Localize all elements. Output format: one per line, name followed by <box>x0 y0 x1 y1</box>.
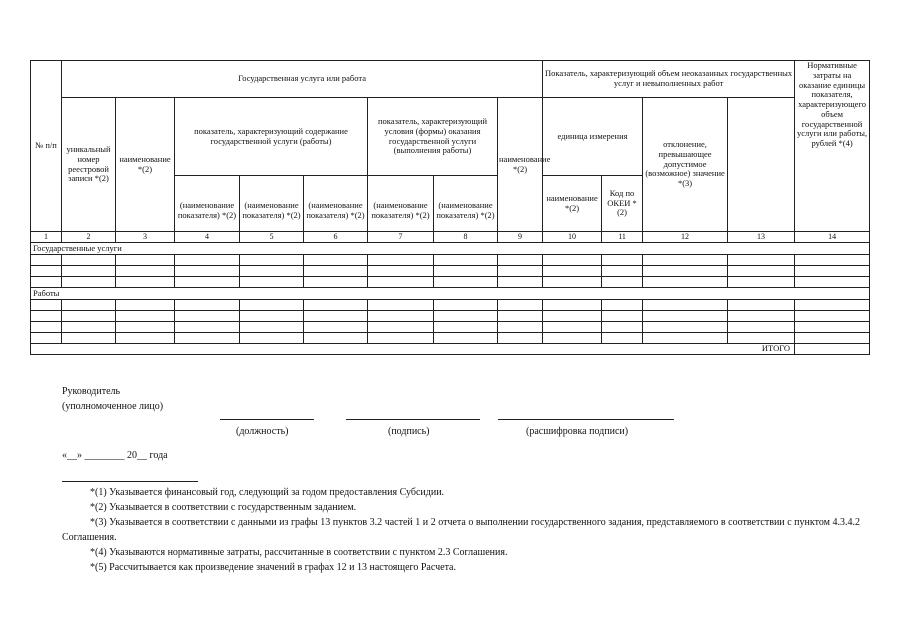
section-services-label: Государственные услуги <box>31 243 870 255</box>
footnote: *(1) Указывается финансовый год, следующий за годом предоставления Субсидии. <box>90 487 445 498</box>
header-service-or-work: Государственная услуга или работа <box>62 61 543 98</box>
table-row <box>31 322 870 333</box>
section-works-label: Работы <box>31 288 870 300</box>
header-normative-costs: Нормативные затраты на оказание единицы показателя, характеризующего объем государственной услуги или работы, рублей *(4) <box>795 61 870 232</box>
footnote-separator <box>62 481 198 482</box>
table-row <box>31 300 870 311</box>
col-number: 9 <box>498 232 543 243</box>
header-indicator-name-6: (наименование показателя) *(2) <box>304 176 368 232</box>
header-content-indicator: показатель, характеризующий содержание государственной услуги (работы) <box>175 98 368 176</box>
col-number: 11 <box>602 232 643 243</box>
header-deviation: отклонение, превышающее допустимое (возможное) значение *(3) <box>643 98 728 232</box>
header-okei-code: Код по ОКЕИ *(2) <box>602 176 643 232</box>
header-indicator-name-7: (наименование показателя) *(2) <box>368 176 434 232</box>
header-registry-number: уникальный номер реестровой записи *(2) <box>62 98 116 232</box>
col-number: 13 <box>728 232 795 243</box>
table-row <box>31 266 870 277</box>
col-number: 1 <box>31 232 62 243</box>
header-indicator-name-8: (наименование показателя) *(2) <box>434 176 498 232</box>
footnote: *(3) Указывается в соответствии с данными из графы 13 пунктов 3.2 частей 1 и 2 отчета о выполнении государственного задания, представляемого в соответствии с пунктом 4.3.4.2 Соглашения. <box>62 517 860 543</box>
col-number: 10 <box>543 232 602 243</box>
header-unit-of-measure: единица измерения <box>543 98 643 176</box>
signature-line <box>346 419 480 420</box>
table-row <box>31 255 870 266</box>
col-number: 8 <box>434 232 498 243</box>
col-number: 3 <box>116 232 175 243</box>
col-number: 14 <box>795 232 870 243</box>
table-row <box>31 333 870 344</box>
date-field: «__» ________ 20__ года <box>62 450 168 461</box>
header-indicator-name-4: (наименование показателя) *(2) <box>175 176 240 232</box>
col-number: 6 <box>304 232 368 243</box>
col-number: 2 <box>62 232 116 243</box>
column-number-row <box>31 232 870 243</box>
header-conditions-indicator: показатель, характеризующий условия (формы) оказания государственной услуги (выполнения работы) <box>368 98 498 176</box>
header-unit-name: наименование *(2) <box>543 176 602 232</box>
col-number: 5 <box>240 232 304 243</box>
footnote: *(2) Указывается в соответствии с государственным заданием. <box>90 502 357 513</box>
signature-caption: (подпись) <box>388 426 430 437</box>
header-unfulfilled-volume: Показатель, характеризующий объем неоказанных государственных услуг и невыполненных работ <box>543 61 795 98</box>
authorized-person-label: (уполномоченное лицо) <box>62 401 164 412</box>
footnotes <box>62 485 860 575</box>
total-value <box>795 344 870 355</box>
col-number: 7 <box>368 232 434 243</box>
table-row <box>31 277 870 288</box>
col-number: 4 <box>175 232 240 243</box>
decoding-caption: (расшифровка подписи) <box>526 426 629 437</box>
footnote: *(4) Указываются нормативные затраты, рассчитанные в соответствии с пунктом 2.3 Соглашения. <box>90 547 508 558</box>
header-indicator-name-5: (наименование показателя) *(2) <box>240 176 304 232</box>
total-row <box>31 344 870 355</box>
header-name: наименование *(2) <box>116 98 175 232</box>
col-number: 12 <box>643 232 728 243</box>
footnote: *(5) Рассчитывается как произведение значений в графах 12 и 13 настоящего Расчета. <box>90 562 456 573</box>
total-label: ИТОГО <box>31 344 795 355</box>
head-label: Руководитель <box>62 386 121 397</box>
decoding-line <box>498 419 674 420</box>
header-row-number: № п/п <box>31 61 62 232</box>
table-row <box>31 311 870 322</box>
position-caption: (должность) <box>236 426 289 437</box>
header-indicator-name: наименование *(2) <box>498 98 543 232</box>
subsidy-return-table <box>30 60 870 355</box>
position-line <box>220 419 314 420</box>
